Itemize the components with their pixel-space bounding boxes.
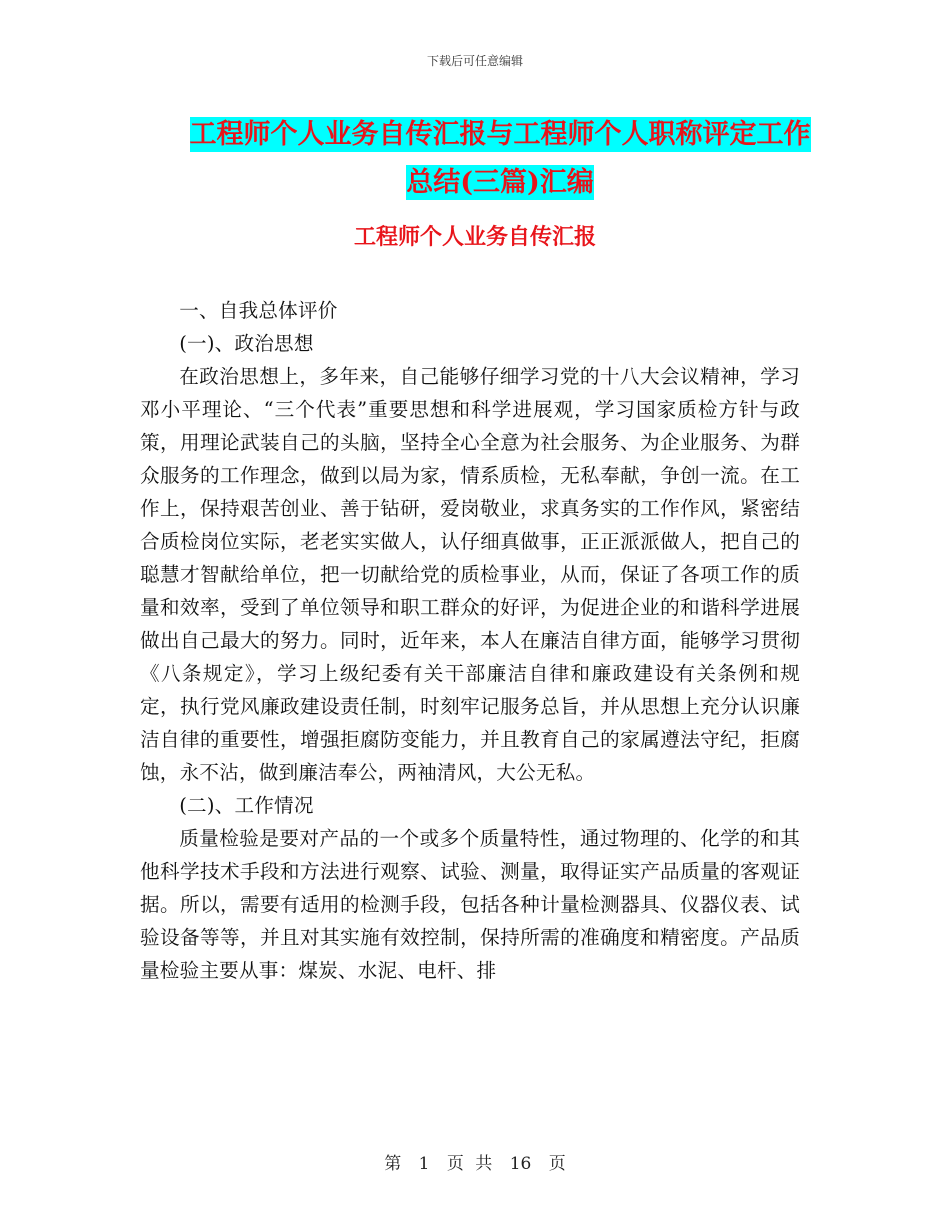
paragraph-work-situation: 质量检验是要对产品的一个或多个质量特性，通过物理的、化学的和其他科学技术手段和方法进行观察、试验、测量，取得证实产品质量的客观证据。所以，需要有适用的检测手段，包括各种计量检测器具、仪器仪表、试验设备等等，并且对其实施有效控制，保持所需的准确度和精密度。产品质量检验主要从事：煤炭、水泥、电杆、排 xyxy=(140,827,800,982)
subheading-political-thought: (一)、政治思想 xyxy=(179,332,314,355)
footer-prefix: 第 xyxy=(384,1154,402,1174)
footer-middle: 页 共 xyxy=(446,1154,493,1174)
paragraph-political-thought: 在政治思想上，多年来，自己能够仔细学习党的十八大会议精神，学习邓小平理论、“三个代表”重要思想和科学进展观，学习国家质检方针与政策，用理论武装自己的头脑，坚持全心全意为社会服务、为企业服务、为群众服务的工作理念，做到以局为家，情系质检，无私奉献，争创一流。在工作上，保持艰苦创业、善于钻研，爱岗敬业，求真务实的工作作风，紧密结合质检岗位实际，老老实实做人，认仔细真做事，正正派派做人，把自己的聪慧才智献给单位，把一切献给党的质检事业，从而，保证了各项工作的质量和效率，受到了单位领导和职工群众的好评，为促进企业的和谐科学进展做出自己最大的努力。同时，近年来，本人在廉洁自律方面，能够学习贯彻《八条规定》，学习上级纪委有关干部廉洁自律和廉政建设有关条例和规定，执行党风廉政建设责任制，时刻牢记服务总旨，并从思想上充分认识廉洁自律的重要性，增强拒腐防变能力，并且教育自己的家属遵法守纪，拒腐蚀，永不沾，做到廉洁奉公，两袖清风，大公无私。 xyxy=(140,365,800,784)
header-note: 下载后可任意编辑 xyxy=(426,54,523,68)
heading-self-evaluation: 一、自我总体评价 xyxy=(179,299,338,322)
document-title xyxy=(140,111,860,207)
document-title-line-1: 工程师个人业务自传汇报与工程师个人职称评定工作 xyxy=(189,119,811,150)
section-title: 工程师个人业务自传汇报 xyxy=(353,224,596,250)
footer-page-number: 1 xyxy=(418,1154,430,1174)
page-footer xyxy=(0,1153,950,1175)
document-title-line-2: 总结(三篇)汇编 xyxy=(406,167,594,198)
footer-suffix: 页 xyxy=(548,1154,566,1174)
subheading-work-situation: (二)、工作情况 xyxy=(179,794,314,817)
footer-total-pages: 16 xyxy=(509,1154,532,1174)
body-text xyxy=(140,294,800,987)
